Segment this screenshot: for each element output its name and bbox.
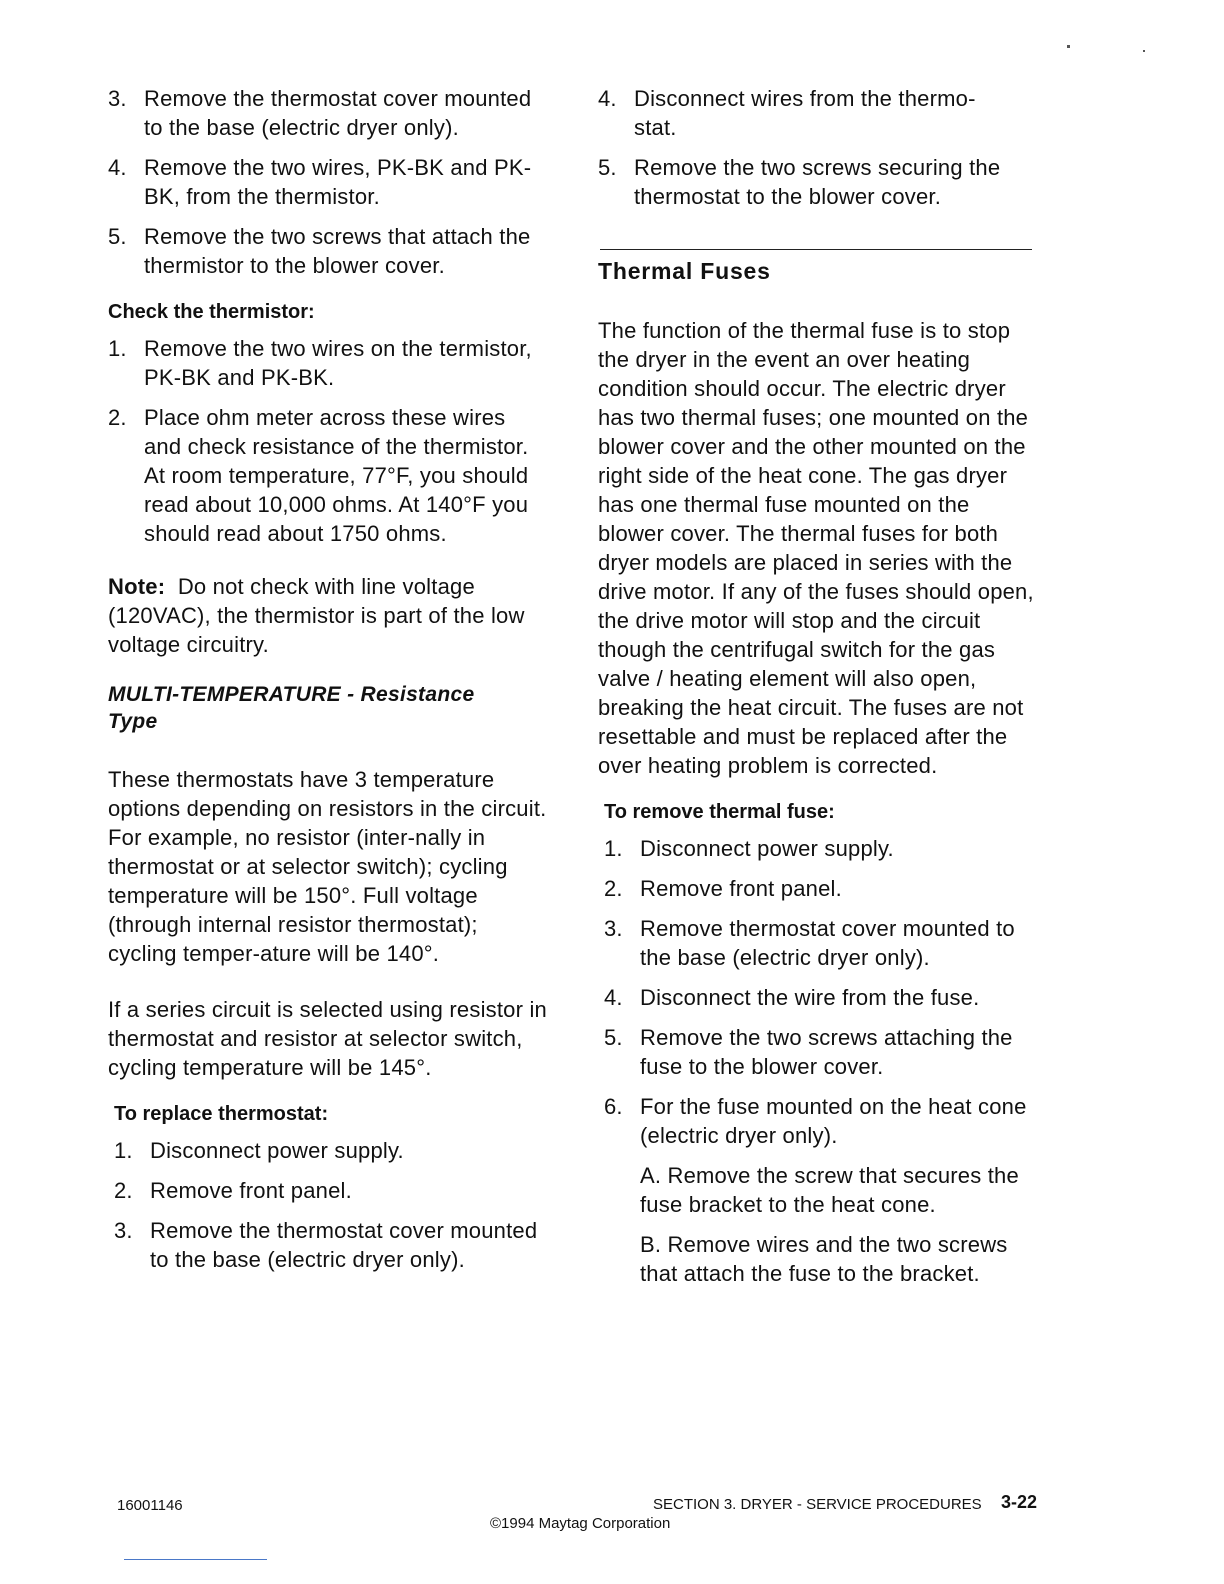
footer-section-title: SECTION 3. DRYER - SERVICE PROCEDURES: [653, 1496, 982, 1513]
list-item: 5. Remove the two screws securing the thermostat to the blower cover.: [598, 155, 1001, 209]
right-column: [598, 84, 1038, 1299]
list-item: 4. Disconnect the wire from the fuse.: [604, 985, 980, 1010]
scan-speck: [1067, 45, 1070, 48]
list-item: 1. Remove the two wires on the termistor, PK-BK and PK-BK.: [108, 336, 532, 390]
list-item: 2. Place ohm meter across these wires and check resistance of the thermistor. At room temperature, 77°F, you should read about 10,000 ohms. At 140°F you should read about 1750 ohms.: [108, 405, 529, 546]
scan-speck: [1143, 50, 1145, 52]
page-number: 3-22: [1001, 1492, 1038, 1512]
copyright: ©1994 Maytag Corporation: [490, 1515, 671, 1532]
note-text: Do not check with line voltage (120VAC), the thermistor is part of the low voltage circuitry.: [108, 574, 525, 657]
list-item: 4. Remove the two wires, PK-BK and PK-BK, from the thermistor.: [108, 155, 532, 209]
list-item: 3. Remove thermostat cover mounted to the base (electric dryer only).: [604, 916, 1015, 970]
list-item: 6. For the fuse mounted on the heat cone (electric dryer only).: [604, 1094, 1027, 1148]
note-label: Note:: [108, 574, 166, 599]
sub-step-b: B. Remove wires and the two screws that attach the fuse to the bracket.: [640, 1232, 1008, 1286]
thermostat-options-paragraph: These thermostats have 3 temperature options depending on resistors in the circuit. For example, no resistor (inter-nally in thermostat or at selector switch); cycling temperature will be 150°. Full voltage (through internal resistor thermostat); cycling temper-ature will be 140°.: [108, 767, 547, 966]
thermal-fuse-paragraph: The function of the thermal fuse is to stop the dryer in the event an over heating condition should occur. The electric dryer has two thermal fuses; one mounted on the blower cover and the other mounted on the right side of the heat cone. The gas dryer has one thermal fuse mounted on the blower cover. The thermal fuses for both dryer models are placed in series with the drive motor. If any of the fuses should open, the drive motor will stop and the circuit though the centrifugal switch for the gas valve / heating element will also open, breaking the heat circuit. The fuses are not resettable and must be replaced after the over heating problem is corrected.: [598, 318, 1034, 778]
replace-thermostat-heading: To replace thermostat:: [114, 1103, 329, 1125]
thermal-fuses-heading: Thermal Fuses: [598, 258, 771, 284]
remove-thermal-fuse-heading: To remove thermal fuse:: [604, 801, 835, 823]
check-thermistor-heading: Check the thermistor:: [108, 301, 315, 323]
left-column: [108, 84, 548, 1285]
list-item: 2. Remove front panel.: [114, 1178, 352, 1203]
remove-fuse-steps: [604, 834, 1038, 1288]
list-item: 5. Remove the two screws attaching the fuse to the blower cover.: [604, 1025, 1013, 1079]
section-divider: [600, 249, 1032, 250]
list-item: 1. Disconnect power supply.: [604, 836, 894, 861]
multi-temperature-heading: MULTI-TEMPERATURE - Resistance Type: [108, 683, 475, 733]
series-circuit-paragraph: If a series circuit is selected using resistor in thermostat and resistor at selector switch, cycling temperature will be 145°.: [108, 997, 547, 1080]
note-paragraph: [108, 572, 548, 659]
list-item: 3. Remove the thermostat cover mounted to the base (electric dryer only).: [114, 1218, 538, 1272]
list-item: 5. Remove the two screws that attach the thermistor to the blower cover.: [108, 224, 531, 278]
list-item: 4. Disconnect wires from the thermo-stat.: [598, 86, 976, 140]
list-item: 1. Disconnect power supply.: [114, 1138, 404, 1163]
list-item: 3. Remove the thermostat cover mounted to the base (electric dryer only).: [108, 86, 532, 140]
scan-artifact-line: [124, 1559, 267, 1560]
list-item: 2. Remove front panel.: [604, 876, 842, 901]
sub-step-a: A. Remove the screw that secures the fuse bracket to the heat cone.: [640, 1163, 1019, 1217]
document-number: 16001146: [117, 1497, 183, 1514]
